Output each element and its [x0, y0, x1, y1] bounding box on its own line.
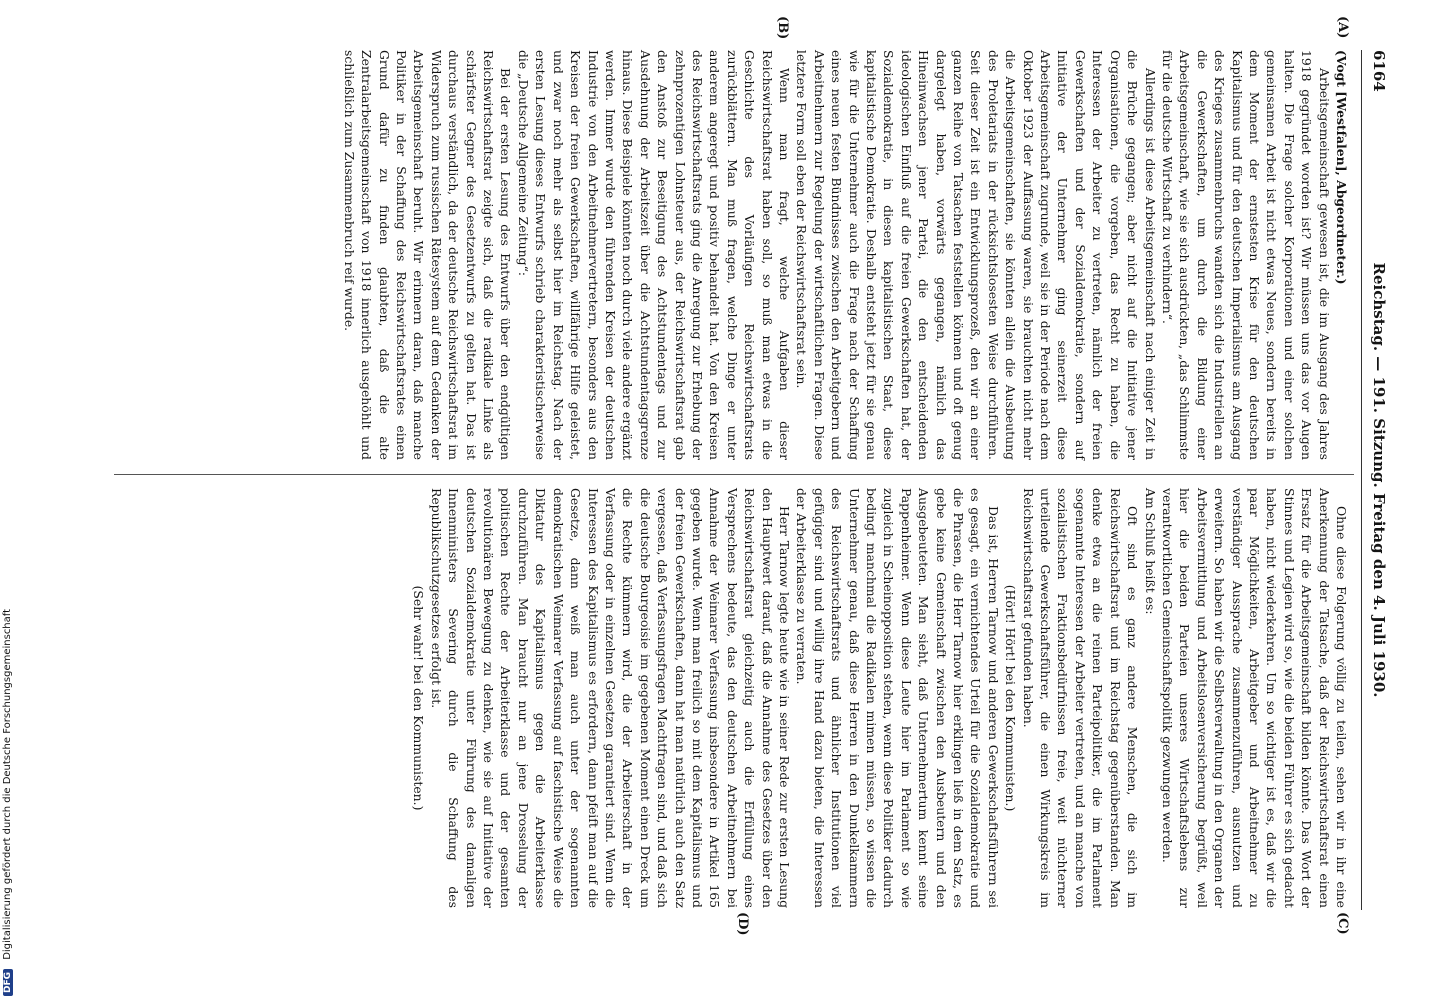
dfg-logo-icon: DFG — [3, 969, 13, 996]
page-header — [1362, 50, 1390, 910]
right-paragraph-1: Ohne diese Folgerung völlig zu teilen, sehen wir in ihr eine Anerkennung der Tatsache, daß der Reichswirtschaftsrat einen Ersatz für die Arbeitsgemeinschaft bilden könnte. Das Wort der Stinnes und Legien wird so, wie die beiden Führer es sich gedacht haben, nicht wiederkehren. Um so wichtiger ist es, daß wir die paar Möglichkeiten, Arbeitgeber und Arbeitnehmer zu verständiger Aussprache zusammenzuführen, ausnutzen und erweitern. So haben wir die Selbstverwaltung in den Organen der Arbeitsvermittlung und Arbeitslosenversicherung begrüßt, weil hier die beiden Parteien unseres Wirtschaftslebens zur verantwortlichen Gemeinschaftspolitik gezwungen werden. — [1159, 488, 1349, 908]
left-paragraph-3: Wenn man fragt, welche Aufgaben dieser Reichswirtschaftsrat haben soll, so muß man etwas in die Geschichte des Vorläufigen Reichswirtschaftsrats zurückblättern. Man muß fragen, welche Dinge er unter anderem angeregt und positiv behandelt hat. Von den Kreisen des Reichswirtschaftsrats ging die Anregung zur Erhebung der zehnprozentigen Lohnsteuer aus, der Reichswirtschaftsrat gab den Anstoß zur Beseitigung des Achtstundentags und zur Ausdehnung der Arbeitszeit über die Achtstundentagsgrenze hinaus. Diese Beispiele könnten noch durch viele andere ergänzt werden. Immer wurde den führenden Kreisen der deutschen Industrie von den Arbeitnehmervertretern, besonders aus den Kreisen der freien Gewerkschaften, willfährige Hilfe geleistet, und zwar noch mehr als selbst hier im Reichstag. Nach der ersten Lesung dieses Entwurfs schrieb charakteristischerweise die „Deutsche Allgemeine Zeitung“: — [515, 50, 792, 460]
right-paragraph-6: Herr Tarnow legte heute wie in seiner Rede zur ersten Lesung den Hauptwert darauf, daß die Annahme des Gesetzes über den Reichswirtschaftsrat gleichzeitig auch die Erfüllung eines Versprechens bedeute, das den deutschen Arbeitnehmern bei Annahme der Weimarer Verfassung insbesondere in Artikel 165 gegeben wurde. Wenn man freilich so mit dem Kapitalismus und der freien Gewerkschaften, dann hat man natürlich auch den Satz vergessen, daß Verfassungsfragen Machtfragen sind, und daß sich die deutsche Bourgeoisie im gegebenen Moment einen Dreck um die Rechte kümmern wird, die der Arbeiterschaft in der Verfassung oder in einzelnen Gesetzen garantiert sind. Wenn die Interessen des Kapitalismus es erfordern, dann pfeift man auf die Gesetze, dann weiß man auch unter der sogenannten demokratischen Weimarer Verfassung auf faschistische Weise die Diktatur des Kapitalismus gegen die Arbeiterklasse durchzuführen. Man braucht nur an jene Drosselung der politischen Rechte der Arbeiterklasse und der gesamten revolutionären Bewegung zu denken, wie sie auf Initiative der deutschen Sozialdemokratie unter Führung des damaligen Innenministers Severing durch die Schaffung des Republikschutzgesetzes erfolgt ist. — [428, 488, 792, 908]
page-number: 6164 — [1370, 50, 1388, 92]
running-title: Reichstag. — 191. Sitzung. Freitag den 4. Juli 1930. — [1370, 262, 1388, 698]
right-paragraph-2: Am Schluß heißt es: — [1142, 488, 1158, 615]
rotated-page-content — [110, 16, 1390, 936]
left-paragraph-2: Allerdings ist diese Arbeitsgemeinschaft nach einiger Zeit in die Brüche gegangen; aber nicht auf die Initiative jener Organisationen, die vorgeben, das Recht zu haben, die Interessen der Arbeiter zu vertreten, nämlich der freien Gewerkschaften und der Sozialdemokratie, sondern auf Initiative der Unternehmer ging seinerzeit diese Arbeitsgemeinschaft zugrunde, weil sie in der Periode nach dem Oktober 1923 der Auffassung waren, sie brauchten nicht mehr die Arbeitsgemeinschaften, sie könnten allein die Ausbeutung des Proletariats in der rücksichtslosesten Weise durchführen. Seit dieser Zeit ist ein Entwicklungsprozeß, den wir an einer ganzen Reihe von Tatsachen feststellen können und oft genug dargelegt haben, vorwärts gegangen, nämlich das Hineinwachsen jener Partei, die den entscheidenden ideologischen Einfluß auf die freien Gewerkschaften hat, der Sozialdemokratie, in diesen kapitalistischen Staat, diese kapitalistische Demokratie. Deshalb entsteht jetzt für sie genau wie für die Unternehmer auch die Frage nach der Schaffung eines neuen festen Bündnisses zwischen den Arbeitgebern und Arbeitnehmern zur Regelung der wirtschaftlichen Fragen. Diese letztere Form soll eben der Reichswirtschaftsrat sein. — [794, 50, 1158, 460]
digitization-credit — [2, 0, 16, 996]
left-paragraph-1: Arbeitsgemeinschaft gewesen ist, die im Ausgang des Jahres 1918 gegründet worden ist? Wir müssen uns das vor Augen halten. Die Frage solcher Korporationen und einer solchen gemeinsamen Arbeit ist nicht etwas Neues, sondern bereits in dem Moment der ernstesten Krise für den deutschen Kapitalismus und für den deutschen Imperialismus am Ausgang des Krieges zusammenbruchs wandten sich die Industriellen an die Gewerkschaften, um durch die Bildung einer Arbeitsgemeinschaft, wie sie sich ausdrückten, „das Schlimmste für die deutsche Wirtschaft zu verhindern“. — [1159, 50, 1332, 460]
margin-mark-c: (C) — [1335, 912, 1350, 935]
margin-mark-b: (B) — [775, 16, 790, 40]
credit-text: Digitalisierung gefördert durch die Deutsche Forschungsgemeinschaft — [2, 608, 13, 960]
speaker-label: (Vogt [Westfalen], Abgeordneter.) — [1334, 50, 1349, 285]
right-column — [410, 488, 1350, 908]
margin-mark-a: (A) — [1335, 16, 1350, 39]
interjection-1: (Hört! Hört! bei den Kommunisten.) — [1003, 584, 1019, 812]
margin-mark-d: (D) — [735, 912, 750, 936]
header-rule — [1361, 50, 1362, 910]
left-column — [340, 50, 1350, 460]
column-divider — [114, 474, 1354, 475]
interjection-2: (Sehr wahr! bei den Kommunisten.) — [411, 585, 427, 811]
right-paragraph-3: Oft sind es ganz andere Menschen, die sich im Reichswirtschaftsrat und im Reichstag gegenüberstanden. Man denke etwa an die reinen Parteipolitiker, die im Parlament sogenannte Interessen der Arbeiter vertreten, und an manche von sozialistischen Fraktionsbedürfnissen freie, weit nüchterner urteilende Gewerkschaftsführer, die einen Wirkungskreis im Reichswirtschaftsrat gefunden haben. — [1020, 488, 1141, 908]
left-quote-paragraph: Bei der ersten Lesung des Entwurfs über den endgültigen Reichswirtschaftsrat zeigte sich, daß die radikale Linke als schärfster Gegner des Gesetzentwurfs zu gelten hat. Das ist durchaus verständlich, da der deutsche Reichswirtschaftsrat im Widerspruch zum russischen Rätesystem auf dem Gedanken der Arbeitsgemeinschaft beruht. Wir erinnern daran, daß manche Politiker in der Schaffung des Reichswirtschaftsrates einen Grund dafür zu finden glaubten, daß die alte Zentralarbeitsgemeinschaft von 1918 innerlich ausgehöhlt und schließlich zum Zusammenbruch reif wurde. — [341, 50, 514, 460]
right-paragraph-5: Das ist, Herren Tarnow und anderen Gewerkschaftsführern sei es gesagt, ein vernichtendes Urteil für die Sozialdemokratie und die Phrasen, die Herr Tarnow hier erklingen ließ in dem Satz, es gebe keine Gemeinschaft zwischen den Ausbeutern und den Ausgebeuteten. Man sieht, daß Unternehmertum kennt seine Pappenheimer. Wenn diese Leute hier im Parlament so wie zugleich in Scheinopposition stehen, wenn diese Politiker dadurch bedingt manchmal die Radikalen mimen müssen, so wissen die Unternehmer genau, daß diese Herren in den Dunkelkammern des Reichswirtschaftsrats und ähnlicher Institutionen viel gefügiger sind und willig ihre Hand dazu bieten, die Interessen der Arbeiterklasse zu verraten. — [794, 488, 1001, 908]
